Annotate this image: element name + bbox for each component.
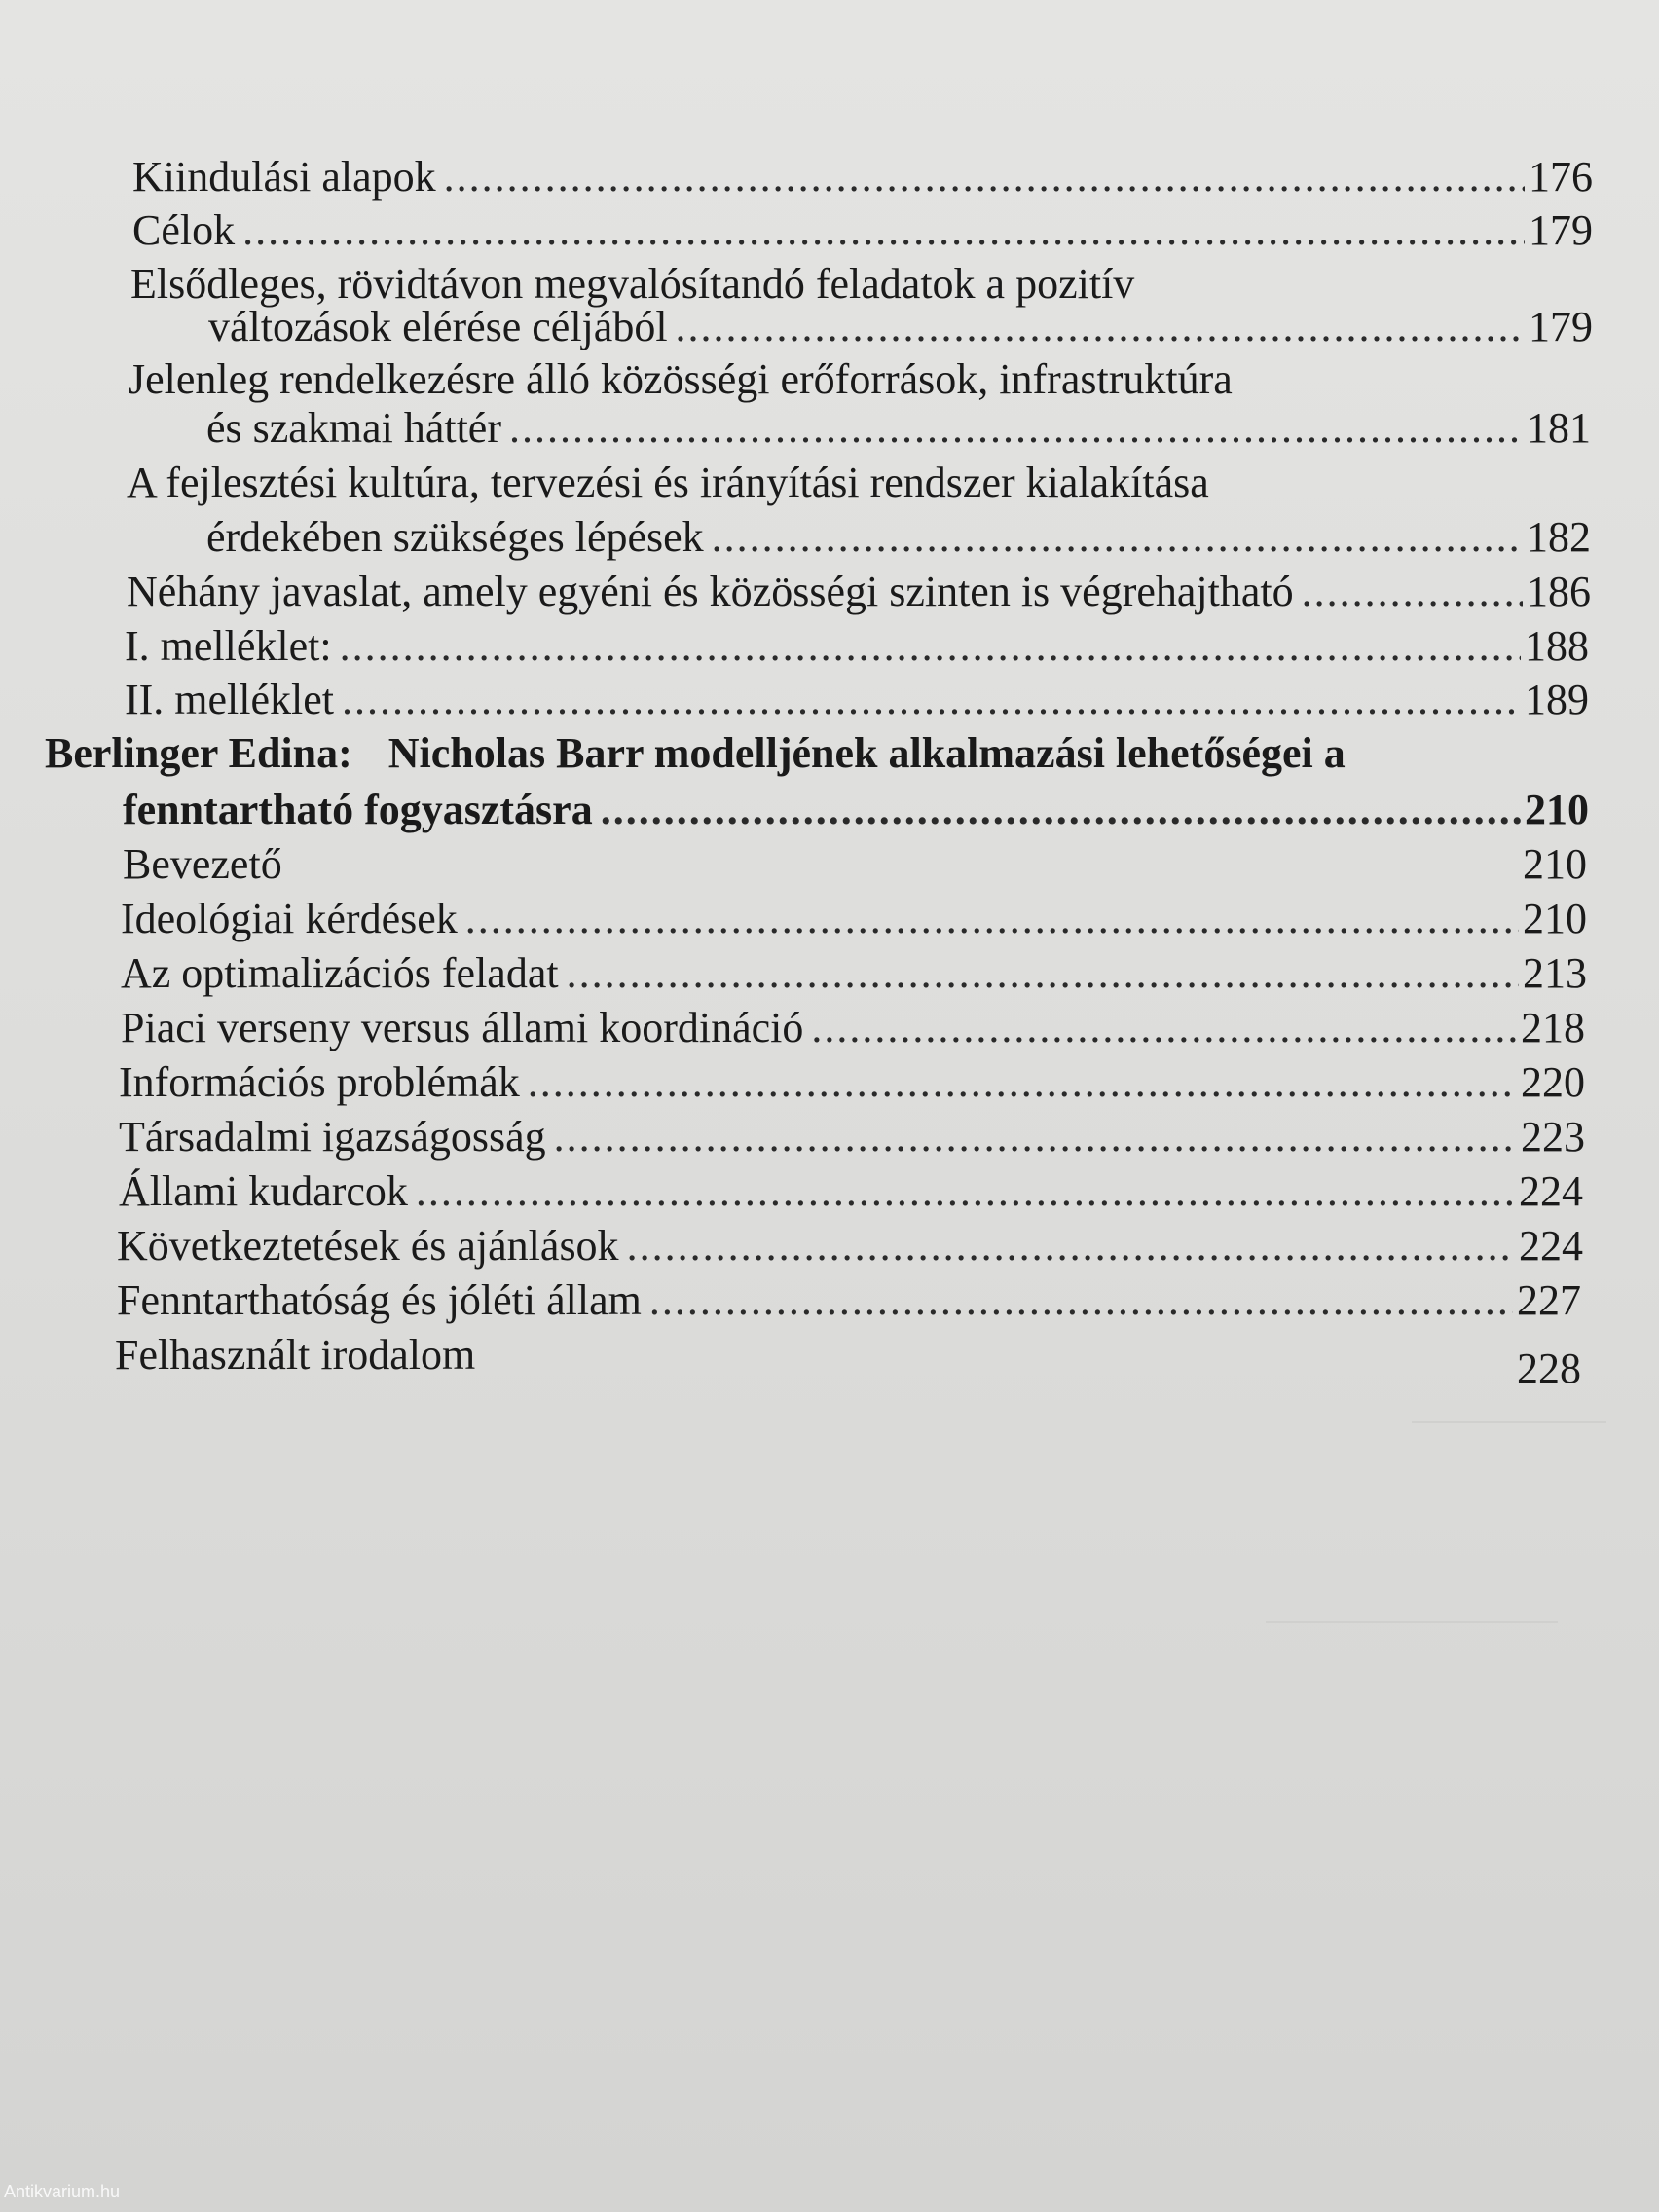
toc-entry <box>206 513 1591 561</box>
toc-entry-label: változások elérése céljából <box>208 303 668 350</box>
toc-entry-page: 224 <box>1519 1167 1583 1215</box>
dot-leader <box>627 1225 1515 1268</box>
toc-entry-label: Fenntarthatóság és jóléti állam <box>117 1276 642 1324</box>
toc-entry-page: 188 <box>1525 622 1589 670</box>
dot-leader <box>601 789 1521 831</box>
toc-entry <box>119 1167 1583 1215</box>
toc-entry-first-line: Jelenleg rendelkezésre álló közösségi erőforrások, infrastruktúra <box>129 355 1233 403</box>
toc-entry-page: 227 <box>1517 1276 1581 1324</box>
dot-leader <box>342 679 1521 721</box>
dot-leader <box>554 1116 1517 1159</box>
show-through-line <box>1266 1621 1558 1623</box>
toc-entry-page: 210 <box>1523 840 1587 888</box>
toc-entry <box>132 153 1593 201</box>
toc-entry-first-line: A fejlesztési kultúra, tervezési és irányítási rendszer kialakítása <box>127 459 1209 506</box>
chapter-title-first-line: Nicholas Barr modelljének alkalmazási lehetőségei a <box>387 729 1346 777</box>
dot-leader <box>242 209 1525 252</box>
toc-entry <box>117 1222 1583 1270</box>
dot-leader <box>465 898 1519 940</box>
dot-leader <box>444 156 1525 199</box>
toc-entry-label: I. melléklet: <box>125 622 332 670</box>
toc-entry <box>119 1113 1585 1161</box>
dot-leader <box>1302 571 1523 613</box>
toc-entry-label: Piaci verseny versus állami koordináció <box>121 1004 804 1051</box>
toc-entry-label: Információs problémák <box>119 1058 520 1106</box>
toc-entry-first-line: Elsődleges, rövidtávon megvalósítandó feladatok a pozitív <box>130 260 1135 308</box>
toc-entry-page: 176 <box>1529 153 1593 201</box>
toc-entry <box>121 895 1587 942</box>
chapter-author: Berlinger Edina: <box>45 729 352 777</box>
toc-entry-page: 228 <box>1517 1345 1581 1392</box>
toc-entry <box>123 840 1587 888</box>
toc-entry-label: Következtetések és ajánlások <box>117 1222 619 1270</box>
show-through-line <box>1412 1421 1606 1423</box>
dot-leader <box>712 516 1523 559</box>
toc-entry-page: 224 <box>1519 1222 1583 1270</box>
toc-entry-page: 213 <box>1523 949 1587 997</box>
toc-entry-page: 186 <box>1527 568 1591 615</box>
chapter-title-second-line: fenntartható fogyasztásra <box>123 786 593 833</box>
toc-entry-page: 181 <box>1527 404 1591 452</box>
chapter-entry <box>123 786 1589 833</box>
toc-entry-label: Felhasznált irodalom <box>115 1331 476 1379</box>
dot-leader <box>676 306 1525 349</box>
toc-entry-page: 220 <box>1521 1058 1585 1106</box>
toc-entry <box>125 676 1589 723</box>
toc-entry-label: Az optimalizációs feladat <box>121 949 559 997</box>
toc-entry-label: Ideológiai kérdések <box>121 895 458 942</box>
toc-entry-label: és szakmai háttér <box>206 404 501 452</box>
dot-leader <box>528 1061 1517 1104</box>
chapter-page: 210 <box>1525 786 1589 833</box>
toc-entry-label: II. melléklet <box>125 676 335 723</box>
toc-entry-page: 223 <box>1521 1113 1585 1161</box>
dot-leader <box>509 407 1523 450</box>
toc-entry <box>121 1004 1585 1051</box>
toc-entry-label: Néhány javaslat, amely egyéni és közösségi szinten is végrehajtható <box>127 568 1294 615</box>
dot-leader <box>567 952 1519 995</box>
toc-entry-label: Társadalmi igazságosság <box>119 1113 546 1161</box>
dot-leader <box>649 1279 1513 1322</box>
dot-leader <box>416 1170 1515 1213</box>
chapter-heading <box>45 729 1346 777</box>
toc-entry-label: Célok <box>132 206 236 254</box>
toc-entry-label: érdekében szükséges lépések <box>206 513 704 561</box>
toc-entry <box>206 404 1591 452</box>
toc-entry <box>132 206 1593 254</box>
toc-entry <box>121 949 1587 997</box>
toc-entry-page: 179 <box>1529 206 1593 254</box>
toc-entry-page: 182 <box>1527 513 1591 561</box>
toc-entry-label: Állami kudarcok <box>119 1167 408 1215</box>
toc-entry-page: 210 <box>1523 895 1587 942</box>
dot-leader <box>811 1007 1517 1050</box>
dot-leader <box>340 625 1521 668</box>
toc-entry-page: 189 <box>1525 676 1589 723</box>
toc-entry-label: Bevezető <box>123 840 282 888</box>
toc-entry <box>125 622 1589 670</box>
toc-entry <box>127 568 1591 615</box>
toc-entry <box>208 303 1593 350</box>
toc-entry-page: 179 <box>1529 303 1593 350</box>
watermark: Antikvarium.hu <box>4 2182 121 2201</box>
toc-entry <box>119 1058 1585 1106</box>
toc-entry-page: 218 <box>1521 1004 1585 1051</box>
toc-entry <box>115 1331 1581 1392</box>
toc-entry-label: Kiindulási alapok <box>132 153 436 201</box>
toc-entry <box>117 1276 1581 1324</box>
